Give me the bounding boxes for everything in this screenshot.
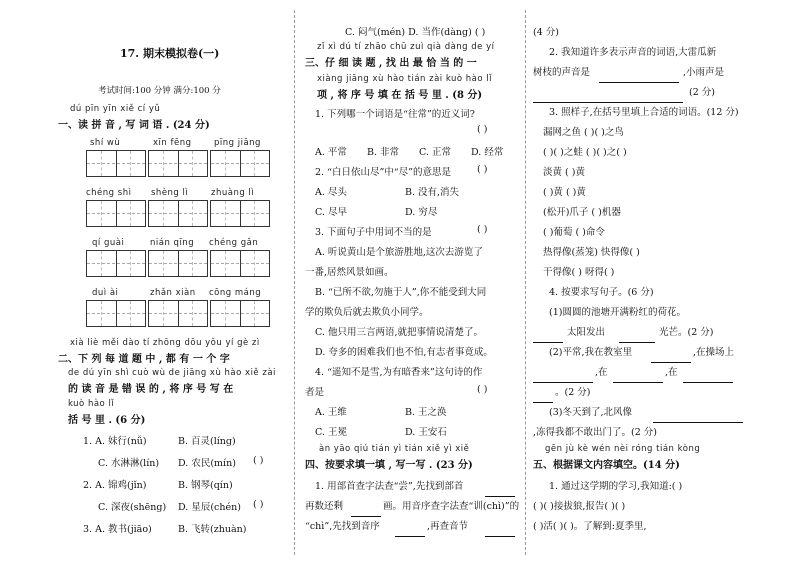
section2-pinyin: de dú yīn shì cuò wù de jiāng xù hào xiě zài	[68, 368, 276, 378]
word-pinyin: shí wù	[90, 138, 121, 148]
word-pinyin: xīn fēng	[153, 138, 192, 148]
word-pinyin: pīng jiāng	[214, 138, 261, 148]
writing-box[interactable]	[148, 300, 208, 327]
question-text: ,小雨声是	[683, 67, 725, 78]
answer-blank[interactable]	[619, 324, 655, 343]
column-divider-2	[525, 10, 526, 555]
question-option: D. 穷尽	[405, 207, 438, 218]
fill-row[interactable]: ( )葡萄 ( )命令	[543, 227, 605, 238]
question-text: 1. 用部首查字法查“尝”,先找到部首	[315, 481, 464, 492]
question-option: C. 闷气(mén) D. 当作(dàng) ( )	[345, 27, 486, 38]
question-option: C. 他只用三言两语,就把事情说清楚了。	[315, 327, 483, 338]
question-text: 光芒。(2 分)	[659, 327, 714, 338]
question-option: A. 听说黄山是个旅游胜地,这次去游览了	[315, 247, 483, 258]
writing-box[interactable]	[210, 200, 270, 227]
question-text: 画。用音序查字法查“训(chì)”的	[383, 501, 520, 512]
question-option: A. 王维	[315, 407, 347, 418]
fill-row[interactable]: 漏网之鱼 ( )( )之鸟	[543, 127, 624, 138]
fill-row[interactable]: ( )黄 ( )黄	[543, 187, 586, 198]
question-text: 3. 下面句子中用词不当的是	[315, 227, 432, 238]
section5-heading: 五、根据课文内容填空。(14 分)	[533, 460, 680, 471]
writing-box[interactable]	[148, 150, 208, 177]
question-option: 一番,居然风景如画。	[305, 267, 394, 278]
word-pinyin: cōng máng	[209, 288, 262, 298]
question-text: (3)冬天到了,北风像	[549, 407, 632, 418]
answer-blank[interactable]	[683, 364, 733, 383]
question-text: 树枝的声音是	[533, 67, 591, 78]
answer-paren[interactable]: ( )	[477, 164, 488, 175]
section3-pinyin: zǐ xì dú tí zhāo chū zuì qià dàng de yí	[317, 42, 495, 52]
word-pinyin: nián qīng	[150, 238, 195, 248]
answer-blank[interactable]	[533, 324, 563, 343]
question-text: ,在操场上	[693, 347, 735, 358]
question-option: B. “已所不欲,勿施于人”,你不能受到大同	[315, 287, 487, 298]
question-text: ,冻得我都不敢出门了。(2 分)	[533, 427, 657, 438]
question-text: ,再查音节	[427, 521, 469, 532]
answer-blank[interactable]	[653, 404, 743, 423]
section2-heading: 的 读 音 是 错 误 的 , 将 序 号 写 在	[68, 384, 234, 395]
section3-heading: 项 , 将 序 号 填 在 括 号 里 . (8 分)	[317, 90, 483, 101]
section3-heading: 三、仔 细 读 题 , 找 出 最 恰 当 的 一	[305, 58, 477, 69]
exam-info: 考试时间:100 分钟 满分:100 分	[98, 86, 221, 96]
word-pinyin: duì ài	[92, 288, 119, 298]
answer-blank[interactable]	[533, 384, 553, 403]
fill-row[interactable]: ( )( )之蛙 ( )( )之( )	[543, 147, 627, 158]
question-text: 者是	[305, 387, 325, 398]
fill-row[interactable]: 干得像( ) 呀得( )	[543, 267, 615, 278]
word-pinyin: zhǎn xiàn	[150, 288, 196, 298]
question-text: (1)圆圆的池塘开满粉红的荷花。	[549, 307, 686, 318]
writing-box[interactable]	[210, 150, 270, 177]
answer-blank[interactable]	[613, 364, 663, 383]
question-option: A. 平常	[315, 147, 347, 158]
word-pinyin: qí guài	[92, 238, 125, 248]
writing-box[interactable]	[148, 250, 208, 277]
question-option: D. 夸多的困难我们也不怕,有志者事竟成。	[315, 347, 493, 358]
section2-heading: 括 号 里 . (6 分)	[68, 415, 146, 426]
question-option: 1. A. 妹行(nǚ)	[83, 436, 147, 447]
question-option: B. 钢琴(qín)	[178, 480, 233, 491]
word-pinyin: shèng lì	[151, 188, 189, 198]
question-option: 3. A. 教书(jiāo)	[83, 524, 152, 535]
word-pinyin: zhuàng lì	[211, 188, 255, 198]
answer-paren[interactable]: ( )	[477, 224, 488, 235]
section2-pinyin: kuò hào lǐ	[68, 399, 115, 409]
question-text: 3. 照样子,在括号里填上合适的词语。(12 分)	[549, 107, 739, 118]
question-text: ,在	[595, 367, 608, 378]
question-option: 2. A. 锦鸡(jǐn)	[83, 480, 147, 491]
word-pinyin: chéng gǎn	[209, 238, 259, 248]
fill-row[interactable]: 热得像(蒸笼) 快得像( )	[543, 247, 640, 258]
score-note: 。(2 分)	[555, 387, 591, 398]
question-option: C. 正常	[419, 147, 451, 158]
question-option: D. 农民(mín)	[178, 458, 236, 469]
question-text: ,在	[665, 367, 678, 378]
answer-blank[interactable]	[395, 518, 425, 537]
question-option: A. 尽头	[315, 187, 347, 198]
column-right	[533, 0, 775, 561]
answer-blank[interactable]	[351, 498, 381, 517]
question-option: B. 没有,消失	[405, 187, 460, 198]
question-option: C. 尽早	[315, 207, 347, 218]
section4-pinyin: àn yāo qiú tián yì tián xiě yì xiě	[319, 444, 470, 454]
answer-blank[interactable]	[485, 518, 515, 537]
score-note: (4 分)	[533, 27, 559, 38]
answer-blank[interactable]	[533, 84, 683, 103]
section1-pinyin: dú pīn yīn xiě cí yǔ	[70, 104, 161, 114]
answer-paren[interactable]: ( )	[253, 455, 264, 466]
column-left	[58, 0, 288, 561]
question-text: 4. “遥知不是雪,为有暗香来”这句诗的作	[315, 367, 483, 378]
question-text: (2)平常,我在教室里	[549, 347, 632, 358]
section2-pinyin: xià liè měi dào tí zhōng dōu yǒu yí gè zì	[70, 338, 260, 348]
answer-blank[interactable]	[599, 64, 679, 83]
word-pinyin: chéng shì	[86, 188, 132, 198]
writing-box[interactable]	[86, 200, 146, 227]
question-option: D. 经常	[471, 147, 504, 158]
question-option: C. 深夜(shēng)	[98, 502, 167, 513]
column-middle	[305, 0, 520, 561]
fill-row[interactable]: (松开)爪子 ( )机器	[543, 207, 621, 218]
score-note: (2 分)	[689, 87, 715, 98]
answer-paren[interactable]: ( )	[477, 384, 488, 395]
question-option: C. 水淋淋(lín)	[98, 458, 160, 469]
question-text[interactable]: ( )活( )( )。了解到:夏季里,	[533, 521, 647, 532]
writing-box[interactable]	[210, 250, 270, 277]
writing-box[interactable]	[148, 200, 208, 227]
question-option: 学的欺负后就去欺负小同学。	[305, 307, 429, 318]
section1-heading: 一、读 拼 音 , 写 词 语 . (24 分)	[58, 120, 210, 131]
section5-pinyin: gēn jù kè wén nèi róng tián kòng	[545, 444, 701, 454]
question-text: 2. “白日依山尽”中“尽”的意思是	[315, 167, 452, 178]
question-option: D. 星辰(chén)	[178, 502, 241, 513]
section3-pinyin: xiàng jiāng xù hào tián zài kuò hào lǐ	[317, 74, 493, 84]
answer-blank[interactable]	[533, 364, 593, 383]
answer-paren[interactable]: ( )	[477, 124, 488, 135]
writing-box[interactable]	[86, 150, 146, 177]
writing-box[interactable]	[86, 300, 146, 327]
question-option: B. 王之涣	[405, 407, 447, 418]
question-option: B. 非常	[367, 147, 400, 158]
writing-box[interactable]	[210, 300, 270, 327]
question-text: 太阳发出	[567, 327, 606, 338]
question-option: D. 王安石	[405, 427, 447, 438]
question-text: “chì”,先找到音序	[305, 521, 380, 532]
question-text: 1. 下列哪一个词语是“往常”的近义词?	[315, 109, 475, 120]
question-text: 2. 我知道许多表示声音的词语,大雷瓜新	[549, 47, 717, 58]
answer-paren[interactable]: ( )	[253, 499, 264, 510]
question-text[interactable]: ( )( )接拔狼,报告( )( )	[533, 501, 626, 512]
question-option: B. 飞转(zhuàn)	[178, 524, 247, 535]
fill-row[interactable]: 淡黄 ( )黄	[543, 167, 585, 178]
question-option: C. 王冕	[315, 427, 347, 438]
question-text: 4. 按要求写句子。(6 分)	[549, 287, 654, 298]
answer-blank[interactable]	[485, 478, 515, 497]
section2-heading: 二、下 列 每 道 题 中 , 都 有 一 个 字	[58, 354, 230, 365]
question-option: B. 百灵(líng)	[178, 436, 236, 447]
writing-box[interactable]	[86, 250, 146, 277]
column-divider-1	[294, 10, 295, 555]
question-text[interactable]: 1. 通过这学期的学习,我知道:( )	[549, 481, 683, 492]
section4-heading: 四、按要求填一填 , 写一写 . (23 分)	[305, 460, 473, 471]
answer-blank[interactable]	[651, 344, 691, 363]
question-text: 再数还剩	[305, 501, 344, 512]
page-title: 17. 期末模拟卷(一)	[120, 47, 220, 60]
